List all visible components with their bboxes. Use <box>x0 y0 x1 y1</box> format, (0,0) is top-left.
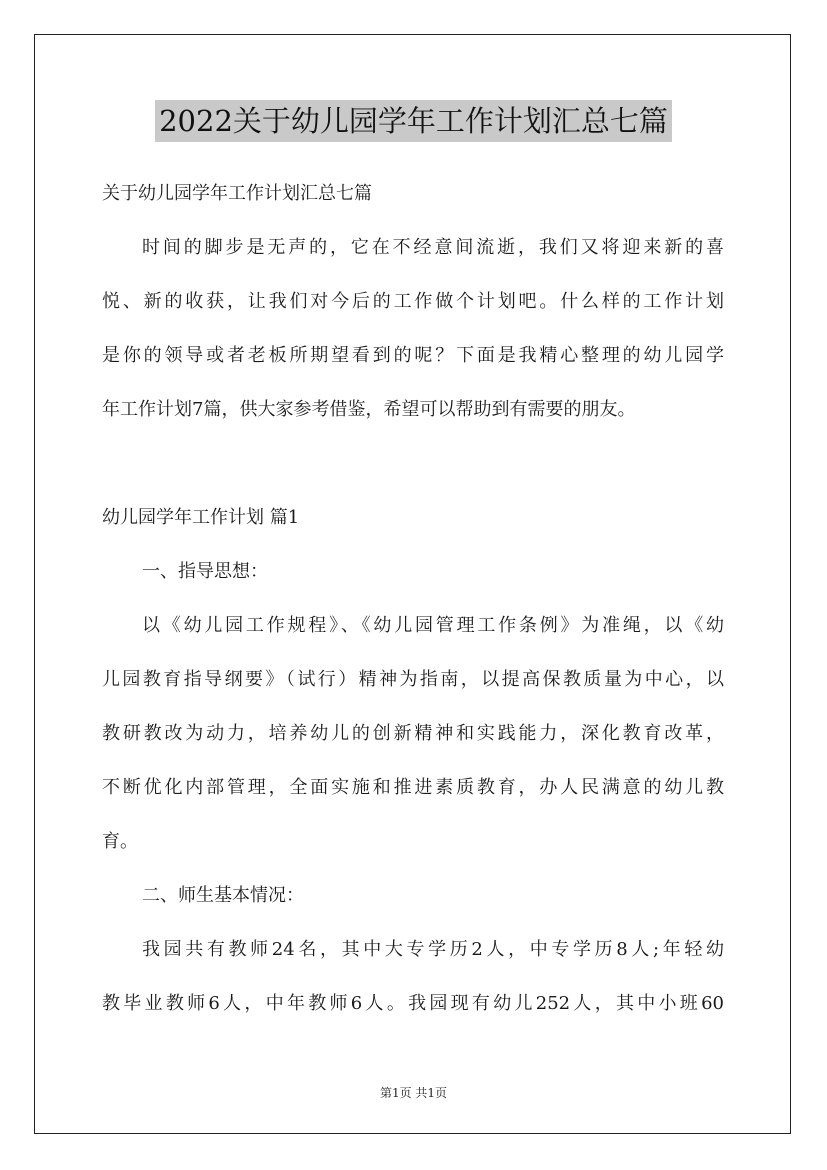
part1-line: 教研教改为动力，培养幼儿的创新精神和实践能力，深化教育改革， <box>102 723 724 744</box>
page-footer: 第1页 共1页 <box>379 1086 448 1100</box>
title-wrapper <box>0 100 827 142</box>
intro-line: 悦、新的收获，让我们对今后的工作做个计划吧。什么样的工作计划 <box>102 291 724 312</box>
intro-line: 时间的脚步是无声的，它在不经意间流逝，我们又将迎来新的喜 <box>142 237 724 258</box>
part1-heading: 一、指导思想： <box>142 561 268 582</box>
section-heading: 幼儿园学年工作计划 篇1 <box>102 507 300 528</box>
document-title: 2022关于幼儿园学年工作计划汇总七篇 <box>155 100 672 142</box>
document-subtitle: 关于幼儿园学年工作计划汇总七篇 <box>102 183 372 204</box>
part1-line: 不断优化内部管理，全面实施和推进素质教育，办人民满意的幼儿教 <box>102 777 724 798</box>
part2-line: 教毕业教师6人，中年教师6人。我园现有幼儿252人，其中小班60 <box>102 993 724 1014</box>
part2-heading: 二、师生基本情况： <box>142 885 304 906</box>
intro-line: 年工作计划7篇，供大家参考借鉴，希望可以帮助到有需要的朋友。 <box>102 399 636 420</box>
part1-line: 儿园教育指导纲要》（试行）精神为指南，以提高保教质量为中心，以 <box>102 669 724 690</box>
part2-line: 我园共有教师24名，其中大专学历2人，中专学历8人;年轻幼 <box>142 939 724 960</box>
intro-line: 是你的领导或者老板所期望看到的呢？下面是我精心整理的幼儿园学 <box>102 345 724 366</box>
part1-line: 育。 <box>102 831 138 852</box>
part1-line: 以《幼儿园工作规程》、《幼儿园管理工作条例》为准绳，以《幼 <box>142 615 724 636</box>
